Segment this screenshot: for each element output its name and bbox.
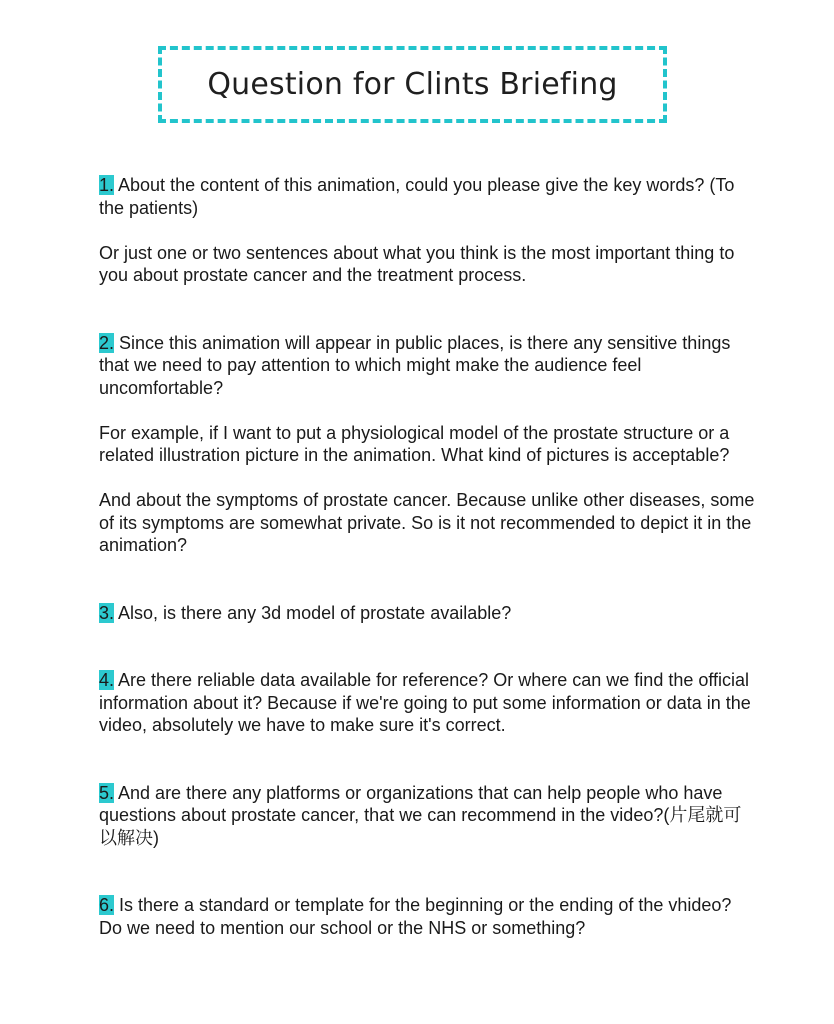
question-2-paragraph-3: And about the symptoms of prostate cancer. Because unlike other diseases, some of its symptoms are somewhat private. So is it not recommended to depict it in the animation? xyxy=(99,490,755,555)
questions-list xyxy=(99,174,759,939)
question-text: And are there any platforms or organizations that can help people who have questions about prostate cancer, that we can recommend in the video?(片尾就可以解决) xyxy=(99,782,742,848)
question-number-badge: 2. xyxy=(99,332,115,353)
question-number-badge: 6. xyxy=(99,895,115,915)
question-number-badge: 4. xyxy=(99,670,115,690)
question-6 xyxy=(99,894,759,939)
question-number-badge: 1. xyxy=(99,175,115,195)
question-3 xyxy=(99,602,759,625)
question-1 xyxy=(99,174,759,287)
title-frame xyxy=(158,46,667,123)
question-2 xyxy=(99,332,759,557)
question-4 xyxy=(99,669,759,737)
question-text: Are there reliable data available for reference? Or where can we find the official information about it? Because if we're going to put some information or data in the video, absolutely we have to make sure it's correct. xyxy=(99,670,751,735)
question-number-badge: 3. xyxy=(99,602,115,623)
question-4-paragraph-1 xyxy=(99,669,759,737)
question-text: Is there a standard or template for the beginning or the ending of the vhideo? Do we need to mention our school or the NHS or something? xyxy=(99,895,732,938)
question-number-badge: 5. xyxy=(99,782,115,803)
question-2-paragraph-1 xyxy=(99,332,759,400)
question-1-paragraph-2: Or just one or two sentences about what you think is the most important thing to you about prostate cancer and the treatment process. xyxy=(99,242,735,285)
question-5-paragraph-1 xyxy=(99,782,759,850)
question-text: Also, is there any 3d model of prostate available? xyxy=(114,602,512,623)
question-text: About the content of this animation, could you please give the key words? (To the patients) xyxy=(99,175,735,218)
page-title: Question for Clints Briefing xyxy=(207,67,618,102)
question-6-paragraph-1 xyxy=(99,894,759,939)
question-2-paragraph-2: For example, if I want to put a physiological model of the prostate structure or a related illustration picture in the animation. What kind of pictures is acceptable? xyxy=(99,422,730,465)
question-3-paragraph-1 xyxy=(99,602,759,625)
question-text: Since this animation will appear in public places, is there any sensitive things that we need to pay attention to which might make the audience feel uncomfortable? xyxy=(99,332,731,398)
question-5 xyxy=(99,782,759,850)
question-1-paragraph-1 xyxy=(99,174,759,219)
